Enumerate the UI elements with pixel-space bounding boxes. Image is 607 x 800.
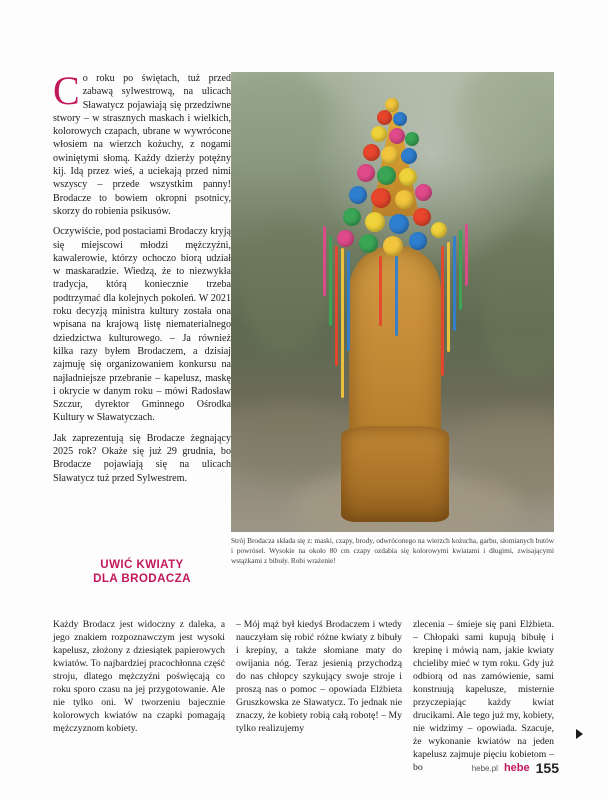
paper-flower	[389, 214, 409, 234]
paper-flower	[431, 222, 447, 238]
paper-flower	[343, 208, 361, 226]
paragraph-3: Jak zaprezentują się Brodacze żegnający 2025 rok? Okaże się już 29 grudnia, bo Brodacze pojawiają się na ulicach Sławatycz tuż przed Sylwestrem.	[53, 432, 231, 484]
paper-flower	[365, 212, 385, 232]
section-heading-line-2: DLA BRODACZA	[93, 572, 191, 585]
paper-ribbon	[341, 248, 344, 398]
section-heading-line-1: UWIĆ KWIATY	[100, 558, 184, 571]
paper-flower	[371, 126, 387, 142]
bottom-column-3-text: zlecenia – śmieje się pani Elżbieta. – Chłopaki sami kupują bibułę i krepinę i mówią nam, jakie kwiaty chcieliby mieć w tym roku. Gdy już odbiorą od nas zamówienie, sami konstruują kapelusze, misternie przyczepiając każdy kwiat drucikami. Ale tego już my, kobiety, nie widzimy – opowiada. Szacuje, że wykonanie kwiatów na jeden kapelusz zajmuje pięciu kobietom – bo	[413, 619, 554, 773]
paper-flower	[415, 184, 432, 201]
paper-ribbon	[329, 236, 332, 326]
paper-flower	[393, 112, 407, 126]
paper-ribbon	[395, 256, 398, 336]
page-footer	[472, 760, 559, 776]
paper-ribbon	[441, 246, 444, 376]
paper-flower	[371, 188, 391, 208]
paper-flower	[395, 190, 414, 209]
paper-flower	[377, 110, 392, 125]
paper-flower	[377, 166, 396, 185]
hebe-logo: hebe	[503, 762, 530, 774]
paper-flower	[383, 236, 403, 256]
paper-flower	[359, 234, 378, 253]
paper-ribbon	[379, 256, 382, 326]
brodacz-costume-photo	[231, 72, 554, 532]
bottom-column-3	[413, 618, 554, 774]
bottom-column-2-text: – Mój mąż był kiedyś Brodaczem i wtedy nauczyłam się robić różne kwiaty z bibuły i krepiny, a także słomiane maty do owijania nóg. Teraz jesienią przychodzą do nas chłopcy szykujący swoje stroje i proszą nas o pomoc – opowiada Elżbieta Gruszkowska ze Sławatycz. To jednak nie znaczy, że kobiety robią całą robotę! – My tylko realizujemy	[236, 619, 402, 734]
paper-flower	[381, 146, 399, 164]
paragraph-2: Oczywiście, pod postaciami Brodaczy kryją się miejscowi młodzi mężczyźni, kawalerowie, którzy ochoczo biorą udział w maskaradzie. Wiedzą, że to niezwykła tradycja, którą koniecznie trzeba podtrzymać dla kolejnych pokoleń. W 2021 roku decyzją ministra kultury została ona wpisana na krajową listę niematerialnego dziedzictwa kulturowego. – Ja również kilka razy byłem Brodaczem, a dzisiaj zajmuję się organizowaniem konkursu na najładniejsze przebranie – kapelusz, maskę i okrycie w danym roku – mówi Radosław Szczur, dyrektor Gminnego Ośrodka Kultury w Sławatyczach.	[53, 226, 231, 424]
paper-flower	[405, 132, 419, 146]
paper-flower	[357, 164, 375, 182]
paper-ribbon	[459, 230, 462, 310]
bottom-column-1-text: Każdy Brodacz jest widoczny z daleka, a jego znakiem rozpoznawczym jest wysoki kapelusz, złożony z dziesiątek papierowych kwiatów. To najbardziej pracochłonna część stroju, dlatego mężczyźni poświęcają co roku sporo czasu na jej przygotowanie. Ale nie tylko oni. W tworzeniu bajecznie kolorowych kwiatów na czapki pomagają mężczyznom kobiety.	[53, 619, 225, 734]
article-left-column	[53, 68, 231, 485]
page-number: 155	[535, 760, 559, 776]
straw-skirt	[341, 426, 449, 522]
paper-flower	[399, 168, 417, 186]
brodacz-figure	[319, 96, 469, 532]
photo-caption: Strój Brodacza składa się z: maski, czapy, brody, odwróconego na wierzch kożucha, garbu, słomianych butów i powrósel. Wysokie na około 80 cm czapy ozdabia się kolorowymi kwiatami i długimi, zwisającymi wstążkami z bibuły. Robi wrażenie!	[231, 536, 554, 566]
paper-ribbon	[347, 251, 350, 351]
section-heading	[53, 558, 231, 586]
paper-flower	[413, 208, 431, 226]
paper-flower	[401, 148, 417, 164]
foliage-blob	[241, 222, 331, 352]
paper-ribbon	[323, 226, 326, 296]
footer-url: hebe.pl	[471, 764, 498, 773]
next-page-arrow-icon[interactable]	[576, 729, 583, 739]
paper-flower	[349, 186, 367, 204]
bottom-column-1	[53, 618, 225, 735]
paper-flower	[363, 144, 380, 161]
paper-flower	[389, 128, 405, 144]
paper-ribbon	[447, 242, 450, 352]
paragraph-1	[53, 68, 231, 218]
paper-ribbon	[465, 224, 468, 286]
drop-cap: C	[53, 68, 80, 113]
paper-ribbon	[453, 236, 456, 331]
paper-flower	[409, 232, 427, 250]
paper-flower	[337, 230, 354, 247]
paragraph-1-text: o roku po świętach, tuż przed zabawą sylwestrową, na ulicach Sławatycz pojawiają się przedziwne stwory – w strasznych maskach i wielkich, kolorowych czapach, ubrane w wywrócone włosiem na wierzch kożuchy, z nogami owiniętymi słomą. Każdy dzierży potężny kij. Idą przez wieś, a uciekają przed nimi wszyscy – przede wszystkim panny! Brodacze to bowiem okropni psotnicy, skorzy do robienia psikusów.	[53, 73, 231, 217]
bottom-column-2	[236, 618, 402, 735]
paper-ribbon	[335, 246, 338, 366]
